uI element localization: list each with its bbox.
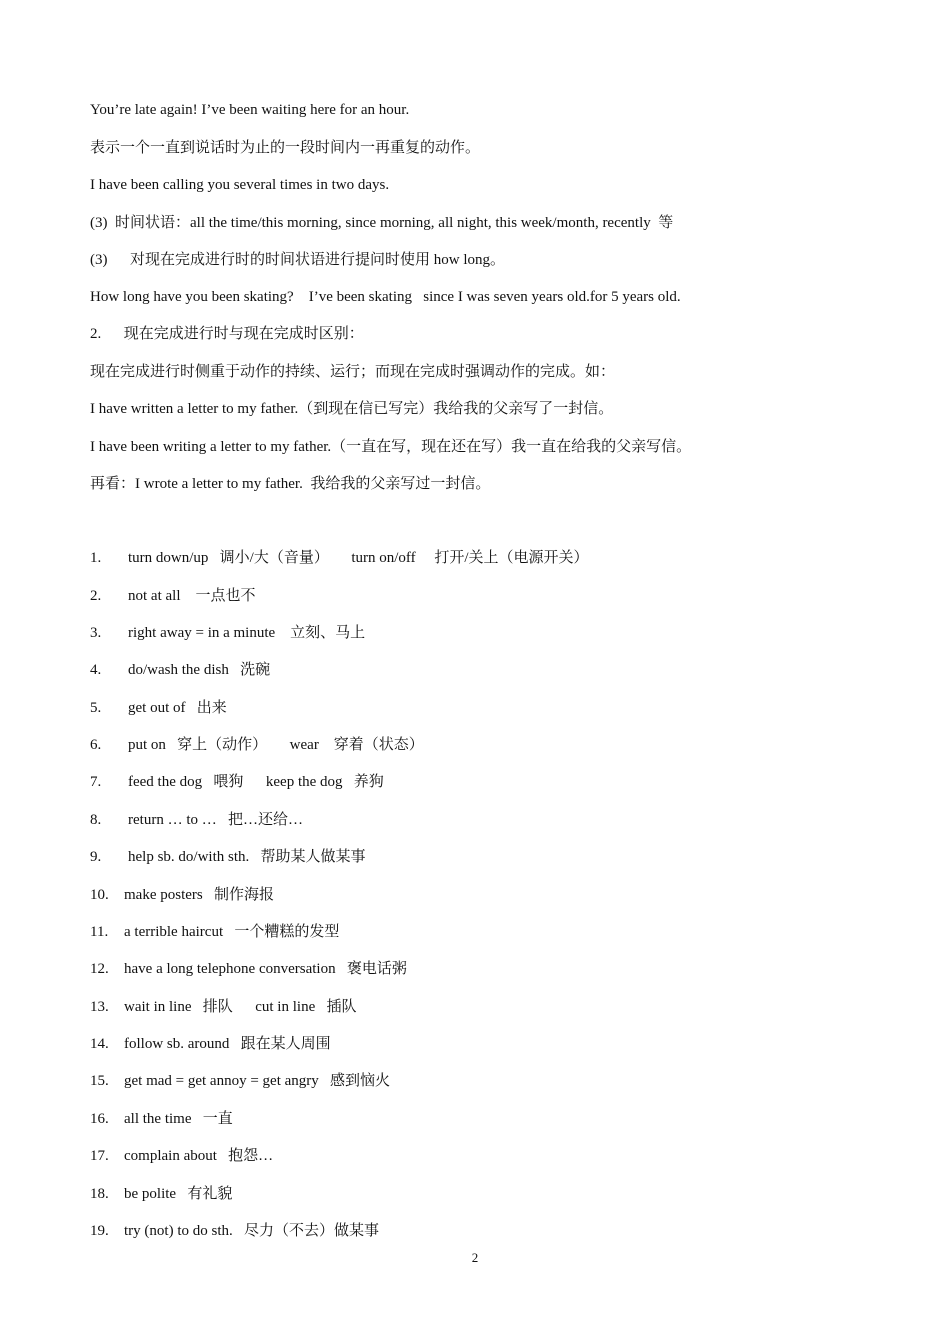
grammar-line-10: I have been writing a letter to my father.（一直在写，现在还在写）我一直在给我的父亲写信。 (90, 439, 692, 455)
phrase-number: 12. (90, 961, 109, 977)
phrase-item (90, 1146, 273, 1166)
phrase-number: 11. (90, 924, 109, 940)
phrase-item (90, 922, 339, 942)
phrase-text: wait in line 排队 cut in line 插队 (124, 999, 357, 1015)
phrase-text: help sb. do/with sth. 帮助某人做某事 (128, 849, 366, 865)
phrase-text: make posters 制作海报 (124, 887, 274, 903)
phrase-number: 2. (90, 588, 102, 604)
phrase-number: 6. (90, 737, 102, 753)
grammar-line-1: You’re late again! I’ve been waiting here for an hour. (90, 102, 410, 118)
phrase-item (90, 810, 303, 830)
grammar-line-7: 2. 现在完成进行时与现在完成时区别： (90, 326, 364, 342)
phrase-text: try (not) to do sth. 尽力（不去）做某事 (124, 1223, 379, 1239)
phrase-item (90, 698, 227, 718)
phrase-number: 14. (90, 1036, 109, 1052)
grammar-line-3: I have been calling you several times in two days. (90, 177, 390, 193)
phrase-text: be polite 有礼貌 (124, 1186, 233, 1202)
phrase-item (90, 735, 424, 755)
phrase-text: do/wash the dish 洗碗 (128, 662, 271, 678)
phrase-text: complain about 抱怨… (124, 1148, 274, 1164)
phrase-text: turn down/up 调小/大（音量） turn on/off 打开/关上（电源开关） (128, 550, 589, 566)
phrase-number: 10. (90, 887, 109, 903)
phrase-number: 4. (90, 662, 102, 678)
phrase-text: all the time 一直 (124, 1111, 233, 1127)
phrase-text: put on 穿上（动作） wear 穿着（状态） (128, 737, 424, 753)
grammar-line-9: I have written a letter to my father.（到现在信已写完）我给我的父亲写了一封信。 (90, 401, 614, 417)
phrase-number: 15. (90, 1073, 109, 1089)
phrase-item (90, 772, 384, 792)
page-number: 2 (471, 1250, 479, 1265)
phrase-number: 8. (90, 812, 102, 828)
phrase-number: 7. (90, 774, 102, 790)
grammar-line-5: (3) 对现在完成进行时的时间状语进行提问时使用 how long。 (90, 252, 505, 268)
phrase-item (90, 1034, 331, 1054)
phrase-text: follow sb. around 跟在某人周围 (124, 1036, 331, 1052)
phrase-number: 16. (90, 1111, 109, 1127)
phrase-number: 17. (90, 1148, 109, 1164)
grammar-line-8: 现在完成进行时侧重于动作的持续、运行；而现在完成时强调动作的完成。如： (90, 364, 616, 380)
phrase-item (90, 959, 407, 979)
grammar-line-11: 再看：I wrote a letter to my father. 我给我的父亲写过一封信。 (90, 476, 491, 492)
phrase-item (90, 1221, 379, 1241)
phrase-number: 1. (90, 550, 102, 566)
phrase-number: 18. (90, 1186, 109, 1202)
phrase-text: return … to … 把…还给… (128, 812, 303, 828)
phrase-item (90, 847, 366, 867)
phrase-item (90, 623, 365, 643)
phrase-item (90, 1109, 233, 1129)
phrase-item (90, 1071, 390, 1091)
phrase-item (90, 1184, 232, 1204)
phrase-text: a terrible haircut 一个糟糕的发型 (124, 924, 340, 940)
phrase-number: 5. (90, 700, 102, 716)
phrase-item (90, 548, 589, 568)
phrase-number: 9. (90, 849, 102, 865)
phrase-item (90, 660, 270, 680)
phrase-text: have a long telephone conversation 褒电话粥 (124, 961, 407, 977)
phrase-number: 13. (90, 999, 109, 1015)
phrase-text: not at all 一点也不 (128, 588, 256, 604)
grammar-line-6: How long have you been skating? I’ve been skating since I was seven years old.for 5 years old. (90, 289, 681, 305)
phrase-number: 19. (90, 1223, 109, 1239)
phrase-text: get mad = get annoy = get angry 感到恼火 (124, 1073, 391, 1089)
phrase-item (90, 885, 274, 905)
phrase-text: feed the dog 喂狗 keep the dog 养狗 (128, 774, 384, 790)
phrase-item (90, 586, 256, 606)
grammar-line-2: 表示一个一直到说话时为止的一段时间内一再重复的动作。 (90, 140, 481, 156)
phrase-text: get out of 出来 (128, 700, 227, 716)
phrase-item (90, 997, 356, 1017)
grammar-line-4: (3) 时间状语：all the time/this morning, since morning, all night, this week/month, recently 等 (90, 215, 674, 231)
phrase-text: right away = in a minute 立刻、马上 (128, 625, 366, 641)
phrase-number: 3. (90, 625, 102, 641)
